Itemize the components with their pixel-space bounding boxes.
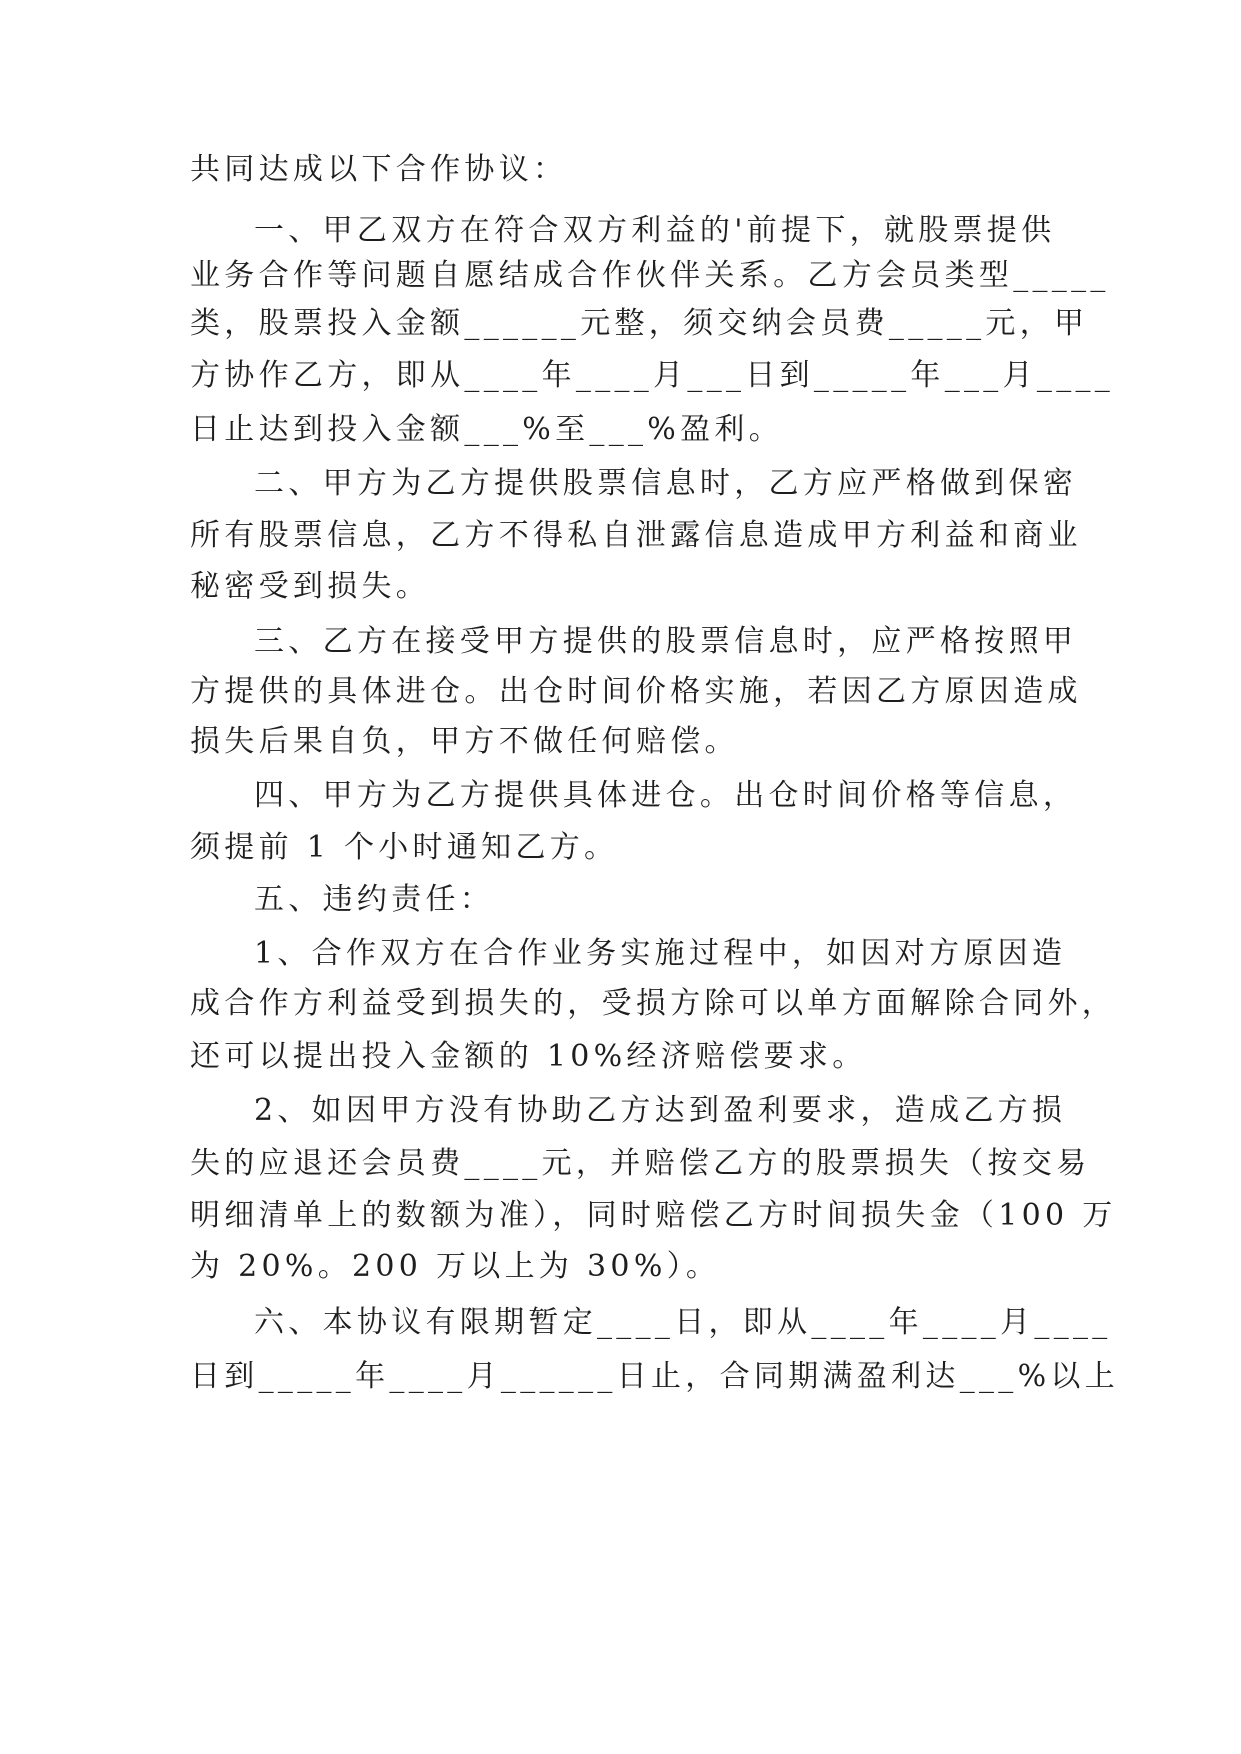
text-line: 日到_____年____月______日止，合同期满盈利达___%以上: [190, 1359, 1120, 1394]
text-line: 失的应退还会员费____元，并赔偿乙方的股票损失（按交易: [190, 1146, 1091, 1181]
text-line: 业务合作等问题自愿结成合作伙伴关系。乙方会员类型_____: [190, 258, 1110, 293]
clause-1-line: 一、甲乙双方在符合双方利益的'前提下，就股票提供: [254, 213, 1056, 248]
clause-4-line: 四、甲方为乙方提供具体进仓。出仓时间价格等信息，: [254, 778, 1078, 813]
text-line: 成合作方利益受到损失的，受损方除可以单方面解除合同外，: [190, 986, 1117, 1021]
text-line: 明细清单上的数额为准），同时赔偿乙方时间损失金（100 万: [190, 1198, 1117, 1233]
text-line: 损失后果自负，甲方不做任何赔偿。: [190, 724, 739, 759]
text-line: 方协作乙方，即从____年____月___日到_____年___月____: [190, 358, 1115, 393]
text-line: 日止达到投入金额___%至___%盈利。: [190, 412, 784, 447]
text-line: 须提前 1 个小时通知乙方。: [190, 830, 619, 865]
text-line: 还可以提出投入金额的 10%经济赔偿要求。: [190, 1039, 867, 1074]
clause-6-line: 六、本协议有限期暂定____日，即从____年____月____: [254, 1305, 1112, 1340]
text-line: 秘密受到损失。: [190, 569, 431, 604]
text-line: 类，股票投入金额______元整，须交纳会员费_____元，甲: [190, 306, 1089, 341]
text-line: 所有股票信息，乙方不得私自泄露信息造成甲方利益和商业: [190, 518, 1082, 553]
subclause-2-line: 2、如因甲方没有协助乙方达到盈利要求，造成乙方损: [254, 1093, 1067, 1128]
text-line: 共同达成以下合作协议：: [190, 152, 568, 187]
text-line: 方提供的具体进仓。出仓时间价格实施，若因乙方原因造成: [190, 674, 1082, 709]
subclause-1-line: 1、合作双方在合作业务实施过程中，如因对方原因造: [254, 936, 1067, 971]
clause-5-heading: 五、违约责任：: [254, 882, 495, 917]
clause-2-line: 二、甲方为乙方提供股票信息时，乙方应严格做到保密: [254, 466, 1078, 501]
clause-3-line: 三、乙方在接受甲方提供的股票信息时，应严格按照甲: [254, 624, 1078, 659]
text-line: 为 20%。200 万以上为 30%）。: [190, 1249, 721, 1284]
